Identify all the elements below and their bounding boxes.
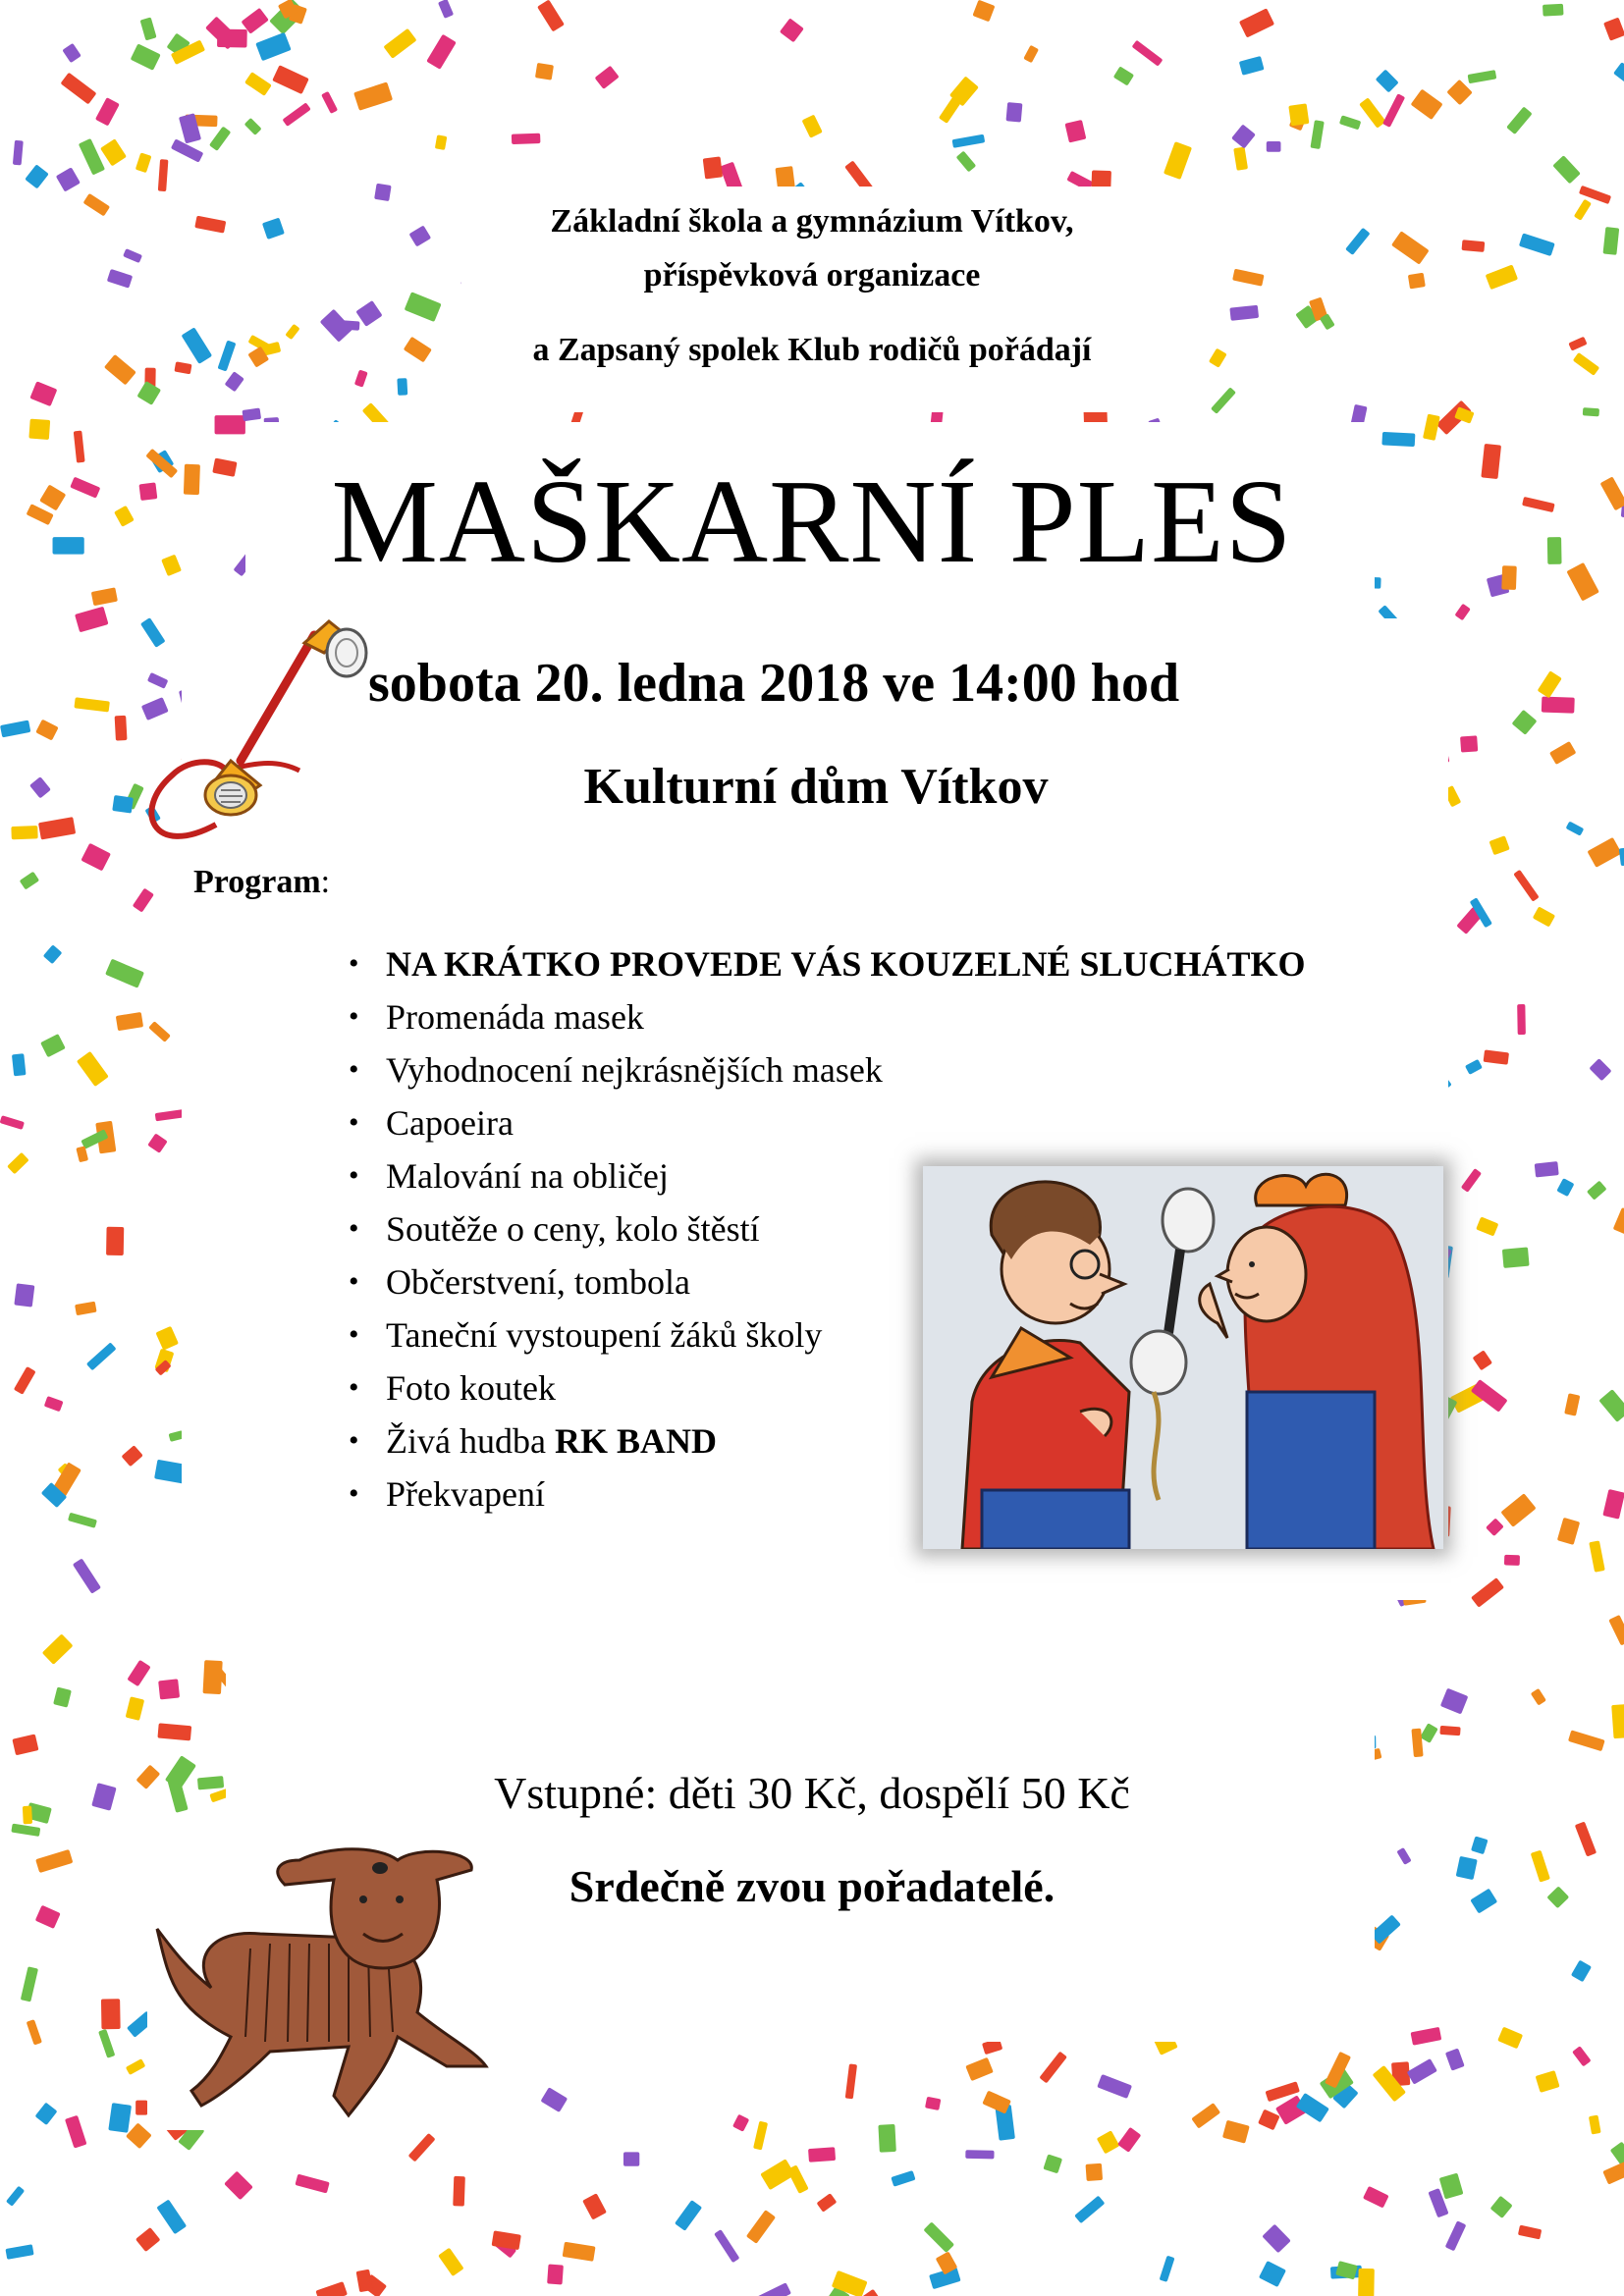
confetti-piece <box>714 2229 739 2263</box>
program-heading <box>193 864 330 901</box>
page-title: MAŠKARNÍ PLES <box>331 455 1293 588</box>
confetti-piece <box>952 134 986 148</box>
confetti-piece <box>1531 1688 1546 1706</box>
confetti-piece <box>1568 1730 1605 1751</box>
confetti-piece <box>29 381 57 406</box>
confetti-piece <box>1039 2052 1067 2084</box>
confetti-piece <box>1239 56 1265 76</box>
confetti-piece <box>315 2281 348 2296</box>
confetti-piece <box>891 2170 915 2187</box>
confetti-piece <box>535 63 554 80</box>
bullet: • <box>349 1053 359 1086</box>
confetti-piece <box>53 1687 72 1708</box>
confetti-piece <box>1461 1168 1482 1193</box>
confetti-piece <box>878 2124 895 2153</box>
confetti-piece <box>786 2164 808 2194</box>
confetti-piece <box>1222 2120 1250 2144</box>
confetti-piece <box>1446 80 1472 105</box>
confetti-piece <box>397 378 407 396</box>
confetti-piece <box>438 2248 463 2276</box>
confetti-piece <box>540 2087 568 2112</box>
event-date: sobota 20. ledna 2018 ve 14:00 hod <box>368 653 1180 714</box>
bullet: • <box>349 1265 359 1298</box>
confetti-piece <box>1589 1540 1604 1572</box>
bullet: • <box>349 1106 359 1139</box>
confetti-piece <box>939 92 964 124</box>
confetti-piece <box>1557 1518 1580 1545</box>
confetti-piece <box>1543 4 1564 17</box>
confetti-piece <box>148 1021 171 1042</box>
confetti-piece <box>1439 2173 1464 2200</box>
confetti-piece <box>1411 2027 1442 2046</box>
confetti-piece <box>512 133 541 144</box>
confetti-piece <box>5 2244 33 2260</box>
confetti-piece <box>408 2133 436 2163</box>
bullet: • <box>349 1424 359 1457</box>
band-name: RK BAND <box>554 1421 717 1461</box>
confetti-piece <box>1267 141 1281 152</box>
program-item-text: Foto koutek <box>386 1368 557 1408</box>
confetti-piece <box>127 1660 150 1686</box>
confetti-piece <box>135 152 152 173</box>
confetti-piece <box>1598 1389 1624 1422</box>
confetti-piece <box>1043 2154 1062 2173</box>
program-heading-text: Program <box>193 864 321 900</box>
confetti-piece <box>753 2121 768 2151</box>
confetti-piece <box>272 65 309 94</box>
confetti-piece <box>95 97 120 126</box>
confetti-piece <box>1376 70 1399 93</box>
confetti-piece <box>1489 835 1509 855</box>
confetti-piece <box>56 167 81 191</box>
confetti-piece <box>1471 1577 1504 1608</box>
confetti-piece <box>282 102 310 127</box>
confetti-piece <box>757 2282 791 2296</box>
confetti-piece <box>1571 1960 1592 1983</box>
confetti-piece <box>209 127 231 151</box>
confetti-piece <box>1473 1350 1492 1370</box>
confetti-piece <box>1556 1178 1574 1197</box>
confetti-piece <box>11 1824 40 1837</box>
confetti-piece <box>155 1326 179 1351</box>
confetti-piece <box>1497 2027 1523 2050</box>
confetti-piece <box>1086 2163 1104 2181</box>
confetti-piece <box>703 156 723 179</box>
list-item <box>349 990 1306 1043</box>
confetti-piece <box>1445 2048 1465 2070</box>
confetti-piece <box>43 944 63 964</box>
confetti-piece <box>1023 45 1039 63</box>
bullet: • <box>349 1000 359 1033</box>
confetti-piece <box>115 716 128 741</box>
confetti-piece <box>1552 155 1581 184</box>
confetti-piece <box>1535 1161 1559 1177</box>
confetti-piece <box>780 18 804 42</box>
program-item-text: Promenáda masek <box>386 997 644 1037</box>
confetti-piece <box>1006 102 1023 122</box>
confetti-piece <box>965 2057 994 2081</box>
confetti-piece <box>27 2019 42 2045</box>
organizer-line-3: a Zapsaný spolek Klub rodičů pořádají <box>532 332 1092 368</box>
confetti-piece <box>1608 1615 1624 1646</box>
confetti-piece <box>1229 305 1259 321</box>
confetti-piece <box>100 138 127 166</box>
confetti-piece <box>1358 2269 1375 2296</box>
confetti-piece <box>1518 2225 1542 2240</box>
confetti-piece <box>75 607 108 633</box>
confetti-piece <box>353 81 393 110</box>
confetti-piece <box>158 159 169 191</box>
confetti-piece <box>1440 1688 1469 1715</box>
confetti-piece <box>224 2171 253 2201</box>
confetti-piece <box>925 2097 941 2110</box>
confetti-piece <box>1484 1049 1509 1064</box>
confetti-piece <box>1239 8 1274 37</box>
confetti-piece <box>1587 837 1621 868</box>
confetti-piece <box>923 2221 954 2253</box>
bullet: • <box>349 1371 359 1404</box>
confetti-piece <box>1542 697 1575 714</box>
confetti-piece <box>1211 387 1236 414</box>
confetti-piece <box>135 2227 161 2252</box>
bullet: • <box>349 1159 359 1192</box>
confetti-piece <box>547 2265 564 2285</box>
confetti-piece <box>1613 1207 1624 1236</box>
confetti-piece <box>68 1513 97 1528</box>
program-item-text: Vyhodnocení nejkrásnějších masek <box>386 1050 883 1090</box>
confetti-piece <box>1231 124 1256 148</box>
confetti-piece <box>1536 2070 1560 2093</box>
confetti-piece <box>582 2193 607 2219</box>
confetti-piece <box>732 2114 749 2132</box>
confetti-piece <box>35 2103 58 2125</box>
confetti-piece <box>126 2058 146 2075</box>
confetti-piece <box>116 1012 143 1031</box>
confetti-piece <box>1381 432 1415 447</box>
event-venue <box>0 758 1624 816</box>
confetti-piece <box>1611 1704 1624 1738</box>
confetti-piece <box>1583 407 1599 416</box>
confetti-piece <box>13 140 24 166</box>
confetti-piece <box>1486 1518 1504 1536</box>
confetti-piece <box>203 1660 223 1694</box>
confetti-piece <box>1517 1004 1526 1035</box>
confetti-piece <box>25 164 49 188</box>
confetti-piece <box>1259 2261 1286 2287</box>
confetti-piece <box>1589 2115 1601 2135</box>
confetti-piece <box>77 1051 109 1087</box>
confetti-piece <box>1258 2109 1280 2131</box>
confetti-piece <box>1490 2196 1513 2218</box>
confetti-piece <box>6 2186 25 2207</box>
confetti-piece <box>1460 735 1478 752</box>
confetti-piece <box>595 66 620 89</box>
invitation: Srdečně zvou pořadatelé. <box>568 1861 1056 1911</box>
kids-illustration-frame <box>923 1166 1443 1549</box>
confetti-piece <box>1296 2093 1329 2122</box>
confetti-piece <box>1471 1836 1489 1854</box>
confetti-piece <box>126 1696 145 1721</box>
confetti-piece <box>21 1966 38 2002</box>
confetti-piece <box>255 32 291 61</box>
confetti-piece <box>14 1366 36 1395</box>
confetti-piece <box>1602 1489 1624 1520</box>
confetti-piece <box>1310 120 1324 149</box>
confetti-piece <box>147 1133 167 1152</box>
confetti-piece <box>35 720 58 741</box>
confetti-piece <box>75 1302 97 1316</box>
confetti-piece <box>802 115 823 138</box>
confetti-piece <box>1339 115 1361 130</box>
confetti-piece <box>1538 670 1562 698</box>
confetti-piece <box>295 2174 329 2194</box>
confetti-piece <box>1454 604 1470 621</box>
entry-fee: Vstupné: děti 30 Kč, dospělí 50 Kč <box>494 1768 1130 1818</box>
confetti-piece <box>1160 2256 1175 2282</box>
confetti-piece <box>1504 1555 1520 1566</box>
confetti-piece <box>136 381 161 405</box>
confetti-piece <box>1533 906 1555 927</box>
magic-handset-icon <box>133 614 368 869</box>
confetti-piece <box>244 72 272 96</box>
confetti-piece <box>28 419 50 440</box>
confetti-piece <box>1113 66 1134 85</box>
confetti-piece <box>0 1115 25 1130</box>
confetti-piece <box>105 959 144 988</box>
program-heading-colon: : <box>320 864 331 900</box>
confetti-piece <box>215 415 245 434</box>
confetti-piece <box>65 2115 87 2149</box>
confetti-piece <box>1411 1729 1423 1758</box>
program-item-text: Capoeira <box>386 1103 514 1143</box>
program-item-text: Občerstvení, tombola <box>386 1262 690 1302</box>
bullet: • <box>349 1318 359 1351</box>
confetti-piece <box>808 2147 836 2162</box>
dog-illustration <box>152 1841 491 2120</box>
confetti-piece <box>1462 240 1486 252</box>
confetti-piece <box>817 2193 838 2213</box>
confetti-piece <box>1288 103 1309 126</box>
confetti-piece <box>321 91 338 114</box>
confetti-piece <box>1619 845 1624 867</box>
bullet: • <box>349 1212 359 1245</box>
confetti-piece <box>1603 18 1624 41</box>
confetti-piece <box>1476 1216 1498 1236</box>
confetti-piece <box>157 1723 191 1740</box>
confetti-piece <box>1097 2130 1120 2154</box>
confetti-piece <box>135 2101 147 2115</box>
confetti-piece <box>1589 1058 1611 1081</box>
confetti-piece <box>435 134 448 150</box>
list-item <box>349 1043 1306 1096</box>
confetti-piece <box>1117 2127 1141 2153</box>
confetti-piece <box>438 0 454 19</box>
confetti-piece <box>1262 2224 1291 2254</box>
confetti-piece <box>1445 2220 1467 2251</box>
confetti-piece <box>492 2230 521 2250</box>
confetti-piece <box>675 2200 702 2231</box>
confetti-piece <box>1513 870 1539 902</box>
confetti-piece <box>101 1999 121 2029</box>
confetti-piece <box>623 2152 639 2165</box>
confetti-piece <box>1587 1181 1607 1201</box>
confetti-piece <box>537 0 565 31</box>
venue-text: Kulturní dům Vítkov <box>583 759 1049 815</box>
confetti-piece <box>158 1679 180 1699</box>
confetti-piece <box>131 43 161 70</box>
confetti-piece <box>355 300 382 327</box>
confetti-piece <box>42 1633 74 1664</box>
confetti-piece <box>1132 40 1164 67</box>
confetti-piece <box>108 2103 132 2133</box>
confetti-piece <box>563 2242 596 2262</box>
confetti-piece <box>453 2176 465 2207</box>
program-item-text: Taneční vystoupení žáků školy <box>386 1315 823 1355</box>
confetti-piece <box>1572 2046 1592 2066</box>
confetti-piece <box>7 1152 29 1174</box>
confetti-piece <box>1074 2196 1105 2224</box>
confetti-piece <box>1064 120 1086 142</box>
confetti-piece <box>86 1342 117 1370</box>
program-item-text: Živá hudba <box>386 1421 555 1461</box>
program-item-text: Malování na obličej <box>386 1156 669 1196</box>
confetti-piece <box>74 697 109 712</box>
confetti-piece <box>44 1396 64 1412</box>
bullet: • <box>349 947 359 980</box>
confetti-piece <box>1411 89 1443 121</box>
confetti-piece <box>1359 97 1386 128</box>
confetti-piece <box>61 73 97 105</box>
confetti-piece <box>14 1283 34 1307</box>
confetti-piece <box>98 2029 115 2058</box>
confetti-piece <box>1191 2103 1220 2129</box>
confetti-piece <box>1613 62 1624 92</box>
confetti-piece <box>1468 70 1497 83</box>
confetti-piece <box>40 1034 66 1057</box>
confetti-piece <box>0 720 30 737</box>
confetti-piece <box>12 1053 27 1076</box>
confetti-piece <box>1363 2186 1389 2209</box>
confetti-piece <box>1512 710 1538 735</box>
confetti-piece <box>156 2199 187 2234</box>
organizer-line-2: příspěvková organizace <box>643 257 981 294</box>
confetti-piece <box>1382 93 1405 128</box>
list-item <box>349 937 1306 990</box>
confetti-piece <box>140 17 157 40</box>
confetti-piece <box>38 817 76 839</box>
confetti-piece <box>1465 1059 1483 1075</box>
confetti-piece <box>1407 2058 1437 2085</box>
confetti-piece <box>354 369 368 387</box>
confetti-piece <box>356 2269 373 2293</box>
confetti-piece <box>383 28 416 59</box>
confetti-piece <box>11 826 37 839</box>
confetti-piece <box>1500 1493 1536 1527</box>
confetti-piece <box>20 872 39 890</box>
confetti-piece <box>242 407 261 421</box>
confetti-piece <box>106 1227 124 1255</box>
confetti-piece <box>1439 1726 1460 1735</box>
program-item-text: NA KRÁTKO PROVEDE VÁS KOUZELNÉ SLUCHÁTKO <box>386 944 1306 984</box>
confetti-piece <box>12 1734 38 1755</box>
confetti-piece <box>244 118 262 135</box>
confetti-piece <box>121 1445 142 1467</box>
program-item-text: Soutěže o ceny, kolo štěstí <box>386 1209 760 1249</box>
confetti-piece <box>73 1558 101 1593</box>
confetti-piece <box>1502 1247 1530 1267</box>
confetti-piece <box>1506 106 1532 133</box>
confetti-piece <box>81 843 111 872</box>
confetti-piece <box>79 138 105 176</box>
confetti-piece <box>1097 2074 1132 2099</box>
confetti-piece <box>426 34 457 70</box>
confetti-piece <box>956 151 977 173</box>
confetti-piece <box>225 371 244 392</box>
confetti-piece <box>845 2063 857 2099</box>
confetti-piece <box>62 43 81 63</box>
list-item <box>349 1096 1306 1149</box>
confetti-piece <box>1420 1723 1438 1743</box>
confetti-piece <box>133 888 154 913</box>
confetti-piece <box>972 0 995 22</box>
kids-with-handset-illustration <box>923 1166 1443 1549</box>
confetti-piece <box>1564 1393 1580 1415</box>
bullet: • <box>349 1477 359 1510</box>
confetti-piece <box>746 2210 776 2244</box>
organizer-line-1: Základní škola a gymnázium Vítkov, <box>550 203 1074 240</box>
confetti-piece <box>1164 141 1192 180</box>
program-item-text: Překvapení <box>386 1474 545 1514</box>
confetti-piece <box>1575 1822 1597 1857</box>
confetti-piece <box>1566 821 1585 835</box>
confetti-piece <box>374 184 392 201</box>
confetti-piece <box>1423 414 1440 441</box>
confetti-piece <box>405 292 442 322</box>
confetti-piece <box>965 2150 994 2159</box>
confetti-piece <box>1233 147 1248 171</box>
